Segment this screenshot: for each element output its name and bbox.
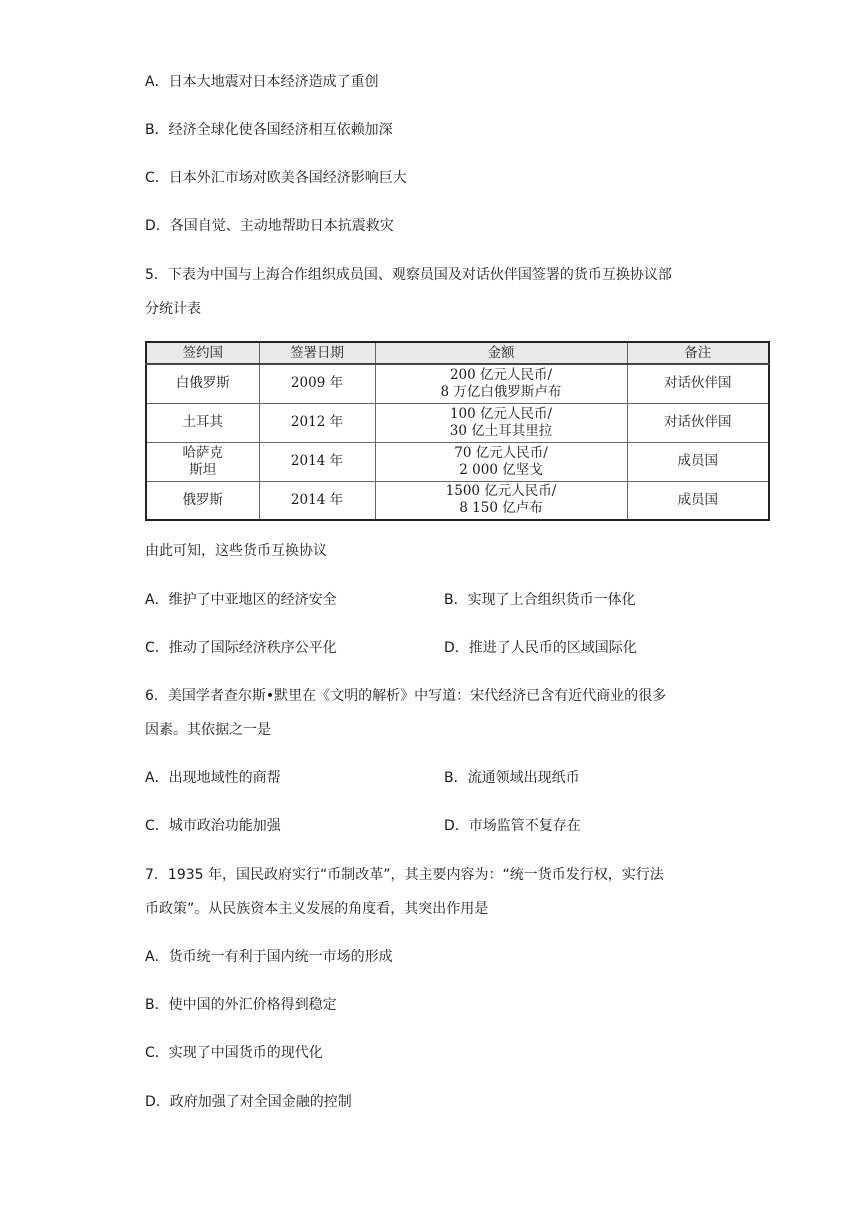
- cell-note: 对话伙伴国: [627, 364, 769, 403]
- header-note: 备注: [627, 342, 769, 364]
- cell-note: 对话伙伴国: [627, 403, 769, 442]
- q6-option-a: A．出现地域性的商帮: [145, 770, 281, 786]
- q5-option-d: D．推进了人民币的区域国际化: [444, 640, 637, 656]
- q7-option-d: D．政府加强了对全国金融的控制: [145, 1094, 352, 1110]
- q7-stem-line2: 币政策”。从民族资本主义发展的角度看，其突出作用是: [145, 901, 489, 917]
- q4-option-a: A．日本大地震对日本经济造成了重创: [145, 74, 379, 90]
- q7-option-a: A．货币统一有利于国内统一市场的形成: [145, 949, 393, 965]
- q4-option-c: C．日本外汇市场对欧美各国经济影响巨大: [145, 170, 407, 186]
- table-row: [146, 364, 769, 403]
- q5-stem-line2: 分统计表: [145, 301, 201, 317]
- table-header-row: [146, 342, 769, 364]
- q5-option-b: B．实现了上合组织货币一体化: [444, 592, 636, 608]
- cell-country: 白俄罗斯: [146, 364, 259, 403]
- cell-country: 土耳其: [146, 403, 259, 442]
- q6-option-c: C．城市政治功能加强: [145, 818, 281, 834]
- cell-country: 哈萨克 斯坦: [146, 442, 259, 481]
- cell-note: 成员国: [627, 442, 769, 481]
- cell-amount: 100 亿元人民币/ 30 亿土耳其里拉: [375, 403, 627, 442]
- q6-stem-line1: 6．美国学者查尔斯•默里在《文明的解析》中写道：宋代经济已含有近代商业的很多: [145, 688, 667, 704]
- cell-date: 2014 年: [259, 481, 375, 520]
- q6-option-d: D．市场监管不复存在: [444, 818, 581, 834]
- cell-date: 2009 年: [259, 364, 375, 403]
- q4-option-d: D．各国自觉、主动地帮助日本抗震救灾: [145, 218, 394, 234]
- currency-swap-table: [145, 341, 770, 521]
- q7-option-c: C．实现了中国货币的现代化: [145, 1045, 323, 1061]
- cell-date: 2014 年: [259, 442, 375, 481]
- cell-amount: 200 亿元人民币/ 8 万亿白俄罗斯卢布: [375, 364, 627, 403]
- header-amount: 金额: [375, 342, 627, 364]
- cell-note: 成员国: [627, 481, 769, 520]
- q6-option-b: B．流通领域出现纸币: [444, 770, 580, 786]
- cell-date: 2012 年: [259, 403, 375, 442]
- q7-stem-line1: 7．1935 年，国民政府实行“币制改革”，其主要内容为：“统一货币发行权，实行法: [145, 867, 664, 883]
- header-country: 签约国: [146, 342, 259, 364]
- q5-option-a: A．维护了中亚地区的经济安全: [145, 592, 337, 608]
- cell-amount: 70 亿元人民币/ 2 000 亿坚戈: [375, 442, 627, 481]
- q5-stem-line1: 5．下表为中国与上海合作组织成员国、观察员国及对话伙伴国签署的货币互换协议部: [145, 267, 672, 283]
- cell-country: 俄罗斯: [146, 481, 259, 520]
- cell-amount: 1500 亿元人民币/ 8 150 亿卢布: [375, 481, 627, 520]
- q5-lead: 由此可知，这些货币互换协议: [145, 543, 327, 559]
- q5-option-c: C．推动了国际经济秩序公平化: [145, 640, 337, 656]
- table-row: [146, 403, 769, 442]
- q6-stem-line2: 因素。其依据之一是: [145, 722, 271, 738]
- q7-option-b: B．使中国的外汇价格得到稳定: [145, 997, 337, 1013]
- table-row: [146, 442, 769, 481]
- header-date: 签署日期: [259, 342, 375, 364]
- q4-option-b: B．经济全球化使各国经济相互依赖加深: [145, 122, 393, 138]
- table-row: [146, 481, 769, 520]
